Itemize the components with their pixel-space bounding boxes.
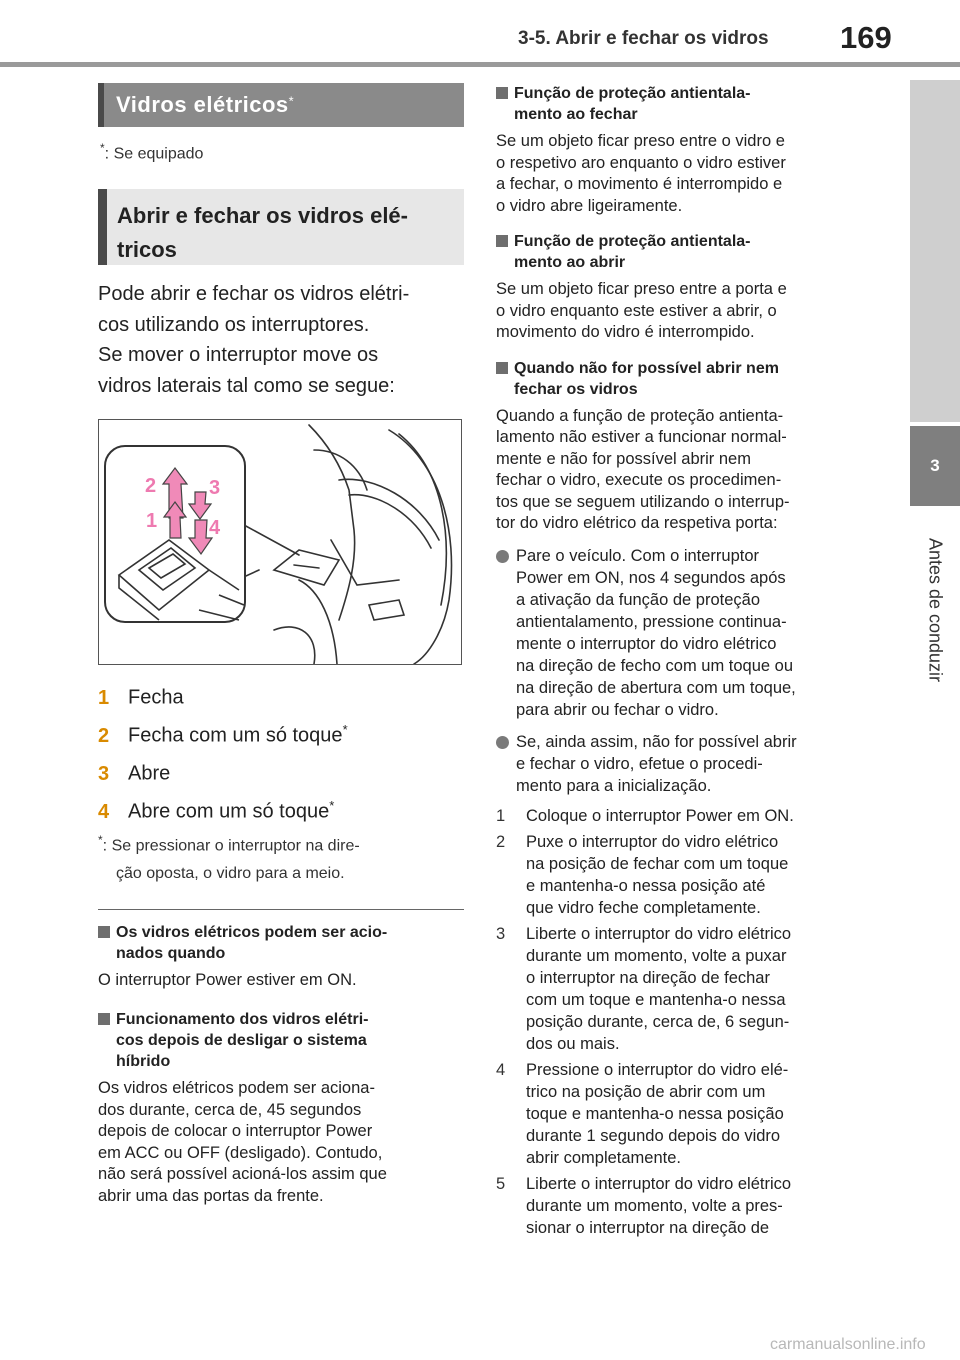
step-item <box>98 787 464 825</box>
info-heading-text: Função de proteção antientala- mento ao abrir <box>514 233 751 271</box>
intro-paragraph <box>98 279 464 401</box>
square-bullet-icon <box>496 362 508 374</box>
square-bullet-icon <box>496 87 508 99</box>
steering-wheel <box>389 430 452 664</box>
running-header-title: 3-5. Abrir e fechar os vidros <box>518 28 769 49</box>
info-heading-text: Função de proteção antientala- mento ao fechar <box>514 85 751 123</box>
intro-line: cos utilizando os interruptores. <box>98 313 370 336</box>
info-heading-text: Quando não for possível abrir nem fechar os vidros <box>514 359 779 398</box>
right-column <box>496 83 862 1239</box>
numbered-item <box>496 923 862 1055</box>
numbered-item <box>496 805 862 827</box>
page-number: 169 <box>840 20 892 55</box>
item-number: 2 <box>496 832 506 851</box>
bullet-item <box>496 731 862 797</box>
figure-label-1: 1 <box>146 510 158 533</box>
round-bullet-icon <box>496 736 509 749</box>
item-text: Liberte o interruptor do vidro elétrico durante um momento, volte a puxar o interruptor na direção de fechar com um toque e mantenha-o nessa posição durante, cerca de, 6 segun- dos ou mais. <box>526 924 792 1053</box>
step-number: 4 <box>98 800 110 823</box>
sub-heading-line2: tricos <box>117 237 177 263</box>
info-section-heading <box>496 231 862 273</box>
callout-line <box>244 525 299 555</box>
square-bullet-icon <box>98 1013 110 1025</box>
info-section-heading <box>496 358 862 400</box>
info-section <box>496 83 862 217</box>
main-heading: Vidros elétricos <box>116 92 289 117</box>
main-heading-bar <box>98 83 464 127</box>
numbered-item <box>496 1059 862 1169</box>
figure-label-3: 3 <box>209 477 221 500</box>
item-text: Puxe o interruptor do vidro elétrico na posição de fechar com um toque e mantenha-o nessa posição até que vidro feche completamente. <box>526 832 789 917</box>
info-section <box>98 1009 464 1207</box>
item-number: 4 <box>496 1060 506 1079</box>
item-number: 3 <box>496 924 506 943</box>
step-number: 1 <box>98 686 110 709</box>
round-bullet-icon <box>496 550 509 563</box>
info-section <box>496 358 862 535</box>
step-text: Abre <box>128 762 171 785</box>
square-bullet-icon <box>98 926 110 938</box>
step-number: 2 <box>98 724 110 747</box>
info-section-body: O interruptor Power estiver em ON. <box>98 970 357 989</box>
info-section-body: Os vidros elétricos podem ser aciona- dos durante, cerca de, 45 segundos depois de colocar o interruptor Power em ACC ou OFF (desligado). Contudo, não será possível acioná-los assim que abrir uma das portas da frente. <box>98 1079 387 1205</box>
footnote-text: : Se pressionar o interruptor na dire- ção oposta, o vidro para a meio. <box>102 837 360 882</box>
step-text: Abre com um só toque <box>128 800 330 823</box>
intro-line: vidros laterais tal como se segue: <box>98 374 395 397</box>
numbered-item <box>496 831 862 919</box>
item-number: 1 <box>496 806 506 825</box>
bullet-text: Pare o veículo. Com o interruptor Power em ON, nos 4 segundos após a ativação da função de proteção antientalamento, pressione continua- mente o interruptor do vidro elétrico na direção de fecho com um toque ou na direção de abertura com um toque, para abrir ou fechar o vidro. <box>516 546 796 719</box>
info-section-heading <box>98 922 464 964</box>
step-item <box>98 711 464 749</box>
info-section-body: Quando a função de proteção antienta- lamento não estiver a funcionar normal- mente e não for possível abrir nem fechar o vidro, execute os procedimen- tos que se seguem utilizando o interrup- tor do vidro elétrico da respetiva porta: <box>496 406 790 532</box>
left-column <box>98 83 464 1207</box>
chapter-label-text: Antes de conduzir <box>925 537 946 683</box>
main-heading-mark: * <box>288 93 294 109</box>
footnote-mark: * <box>98 833 103 848</box>
item-text: Pressione o interruptor do vidro elé- trico na posição de abrir com um toque e mantenha-o nessa posição durante 1 segundo depois do vidro abrir completamente. <box>526 1060 789 1167</box>
step-item <box>98 749 464 787</box>
equip-note <box>100 141 464 163</box>
watermark: carmanualsonline.info <box>770 1336 926 1353</box>
step-mark: * <box>342 722 348 738</box>
item-text: Coloque o interruptor Power em ON. <box>526 806 794 825</box>
chapter-label-vertical <box>918 520 952 700</box>
equip-note-mark: * <box>100 141 105 155</box>
footnote <box>98 827 464 886</box>
illustration-svg <box>99 420 461 664</box>
window-switch-illustration <box>98 419 462 665</box>
sub-heading-line1: Abrir e fechar os vidros elé- <box>117 203 408 229</box>
numbered-item <box>496 1173 862 1239</box>
step-text: Fecha <box>128 686 184 709</box>
steps-list <box>98 673 464 825</box>
info-heading-text: Funcionamento dos vidros elétri- cos depois de desligar o sistema híbrido <box>116 1011 369 1071</box>
header-rule <box>0 62 960 67</box>
bullet-item <box>496 545 862 721</box>
equip-note-text: : Se equipado <box>104 145 204 163</box>
info-section-heading <box>98 1009 464 1072</box>
section-divider <box>98 909 464 910</box>
info-section-body: Se um objeto ficar preso entre o vidro e o respetivo aro enquanto o vidro estiver a fechar, o movimento é interrompido e o vidro abre ligeiramente. <box>496 132 786 215</box>
bullet-text: Se, ainda assim, não for possível abrir e fechar o vidro, efetue o procedi- mento para a inicialização. <box>516 732 797 795</box>
step-mark: * <box>329 798 335 814</box>
info-section-heading <box>496 83 862 125</box>
item-number: 5 <box>496 1174 506 1193</box>
side-tab-top <box>910 80 960 422</box>
figure-label-4: 4 <box>209 517 221 540</box>
intro-line: Se mover o interruptor move os <box>98 344 379 367</box>
step-number: 3 <box>98 762 110 785</box>
step-item <box>98 673 464 711</box>
square-bullet-icon <box>496 235 508 247</box>
chapter-number-tab: 3 <box>910 426 960 506</box>
step-text: Fecha com um só toque <box>128 724 343 747</box>
dashboard-outline <box>309 425 355 620</box>
figure-label-2: 2 <box>145 475 157 498</box>
info-section-body: Se um objeto ficar preso entre a porta e o vidro enquanto este estiver a abrir, o movimento do vidro é interrompido. <box>496 280 787 341</box>
info-heading-text: Os vidros elétricos podem ser acio- nados quando <box>116 923 388 962</box>
intro-line: Pode abrir e fechar os vidros elétri- <box>98 283 410 306</box>
sub-heading-bar <box>98 189 464 265</box>
info-section <box>98 922 464 992</box>
info-section <box>496 231 862 344</box>
item-text: Liberte o interruptor do vidro elétrico durante um momento, volte a pres- sionar o interruptor na direção de <box>526 1174 792 1237</box>
